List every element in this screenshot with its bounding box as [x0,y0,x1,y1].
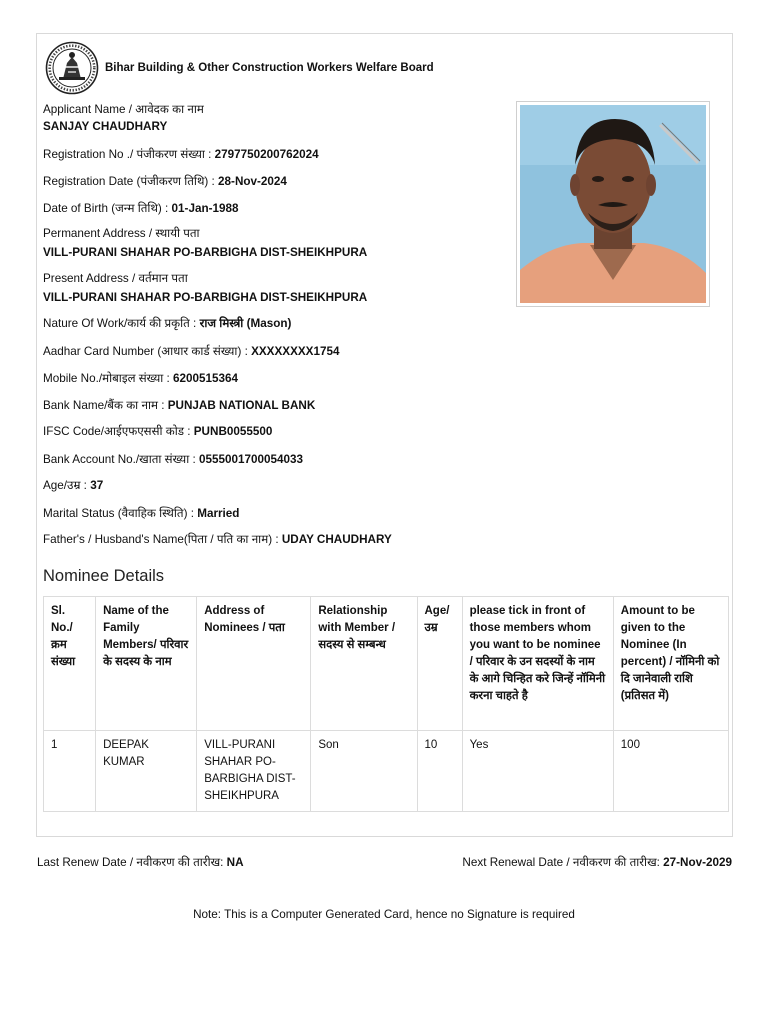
date-of-birth-field [43,201,238,217]
father-name-value: UDAY CHAUDHARY [281,533,392,546]
nature-of-work-value: राज मिस्त्री (Mason) [199,317,292,330]
applicant-name-value [43,119,167,135]
bank-name-value: PUNJAB NATIONAL BANK [167,399,316,412]
bank-name-field [43,398,315,414]
applicant-name-label: Applicant Name / आवेदक का नाम [43,103,204,116]
cell-nominee-tick: Yes [462,731,613,812]
last-renew-date [37,854,244,870]
present-address-label: Present Address / वर्तमान पता [43,272,188,285]
mobile-number-value: 6200515364 [173,372,239,385]
header-nominee-address: Address of Nominees / पता [197,597,311,731]
applicant-photo [516,101,710,307]
board-name: Bihar Building & Other Construction Workers Welfare Board [105,62,434,74]
nominee-table-header-row [44,597,729,731]
aadhar-number-value: XXXXXXXX1754 [251,345,340,358]
permanent-address-value [43,245,367,261]
applicant-name: SANJAY CHAUDHARY [43,120,168,133]
next-renewal-date [462,854,732,870]
applicant-photo-image [520,105,706,303]
bank-account-value: 0555001700054033 [198,453,303,466]
registration-date-value: 28-Nov-2024 [218,175,287,188]
next-renewal-label: Next Renewal Date / नवीकरण की तारीख: [462,856,664,869]
nominee-details-title: Nominee Details [43,567,165,585]
registration-number-label: Registration No ./ पंजीकरण संख्या : [43,148,215,161]
cell-amount-percent: 100 [613,731,728,812]
cell-age: 10 [417,731,462,812]
table-row [44,731,729,812]
registration-date-label: Registration Date (पंजीकरण तिथि) : [43,175,219,188]
bank-account-label: Bank Account No./खाता संख्या : [43,453,199,466]
registration-number-value: 2797750200762024 [214,148,319,161]
header-relationship: Relationship with Member / सदस्य से सम्बन्ध [311,597,417,731]
welfare-board-seal-icon [45,41,99,95]
permanent-address: VILL-PURANI SHAHAR PO-BARBIGHA DIST-SHEIKHPURA [43,246,368,259]
ifsc-code-value: PUNB0055500 [193,425,273,438]
date-of-birth-label: Date of Birth (जन्म तिथि) : [43,202,172,215]
registration-card [36,33,733,837]
nature-of-work-field [43,316,291,332]
marital-status-label: Marital Status (वैवाहिक स्थिति) : [43,507,198,520]
cell-sl-no: 1 [44,731,96,812]
present-address-value [43,290,367,306]
ifsc-code-field [43,424,272,440]
age-value: 37 [90,479,104,492]
last-renew-value: NA [226,856,244,869]
bank-account-field [43,452,303,468]
card-header [45,40,434,96]
header-sl-no: Sl. No./ क्रम संख्या [44,597,96,731]
aadhar-number-label: Aadhar Card Number (आधार कार्ड संख्या) : [43,345,252,358]
registration-number-field [43,147,319,163]
father-name-label: Father's / Husband's Name(पिता / पति का नाम) : [43,533,282,546]
next-renewal-value: 27-Nov-2029 [663,856,732,869]
mobile-number-field [43,371,238,387]
bank-name-label: Bank Name/बैंक का नाम : [43,399,168,412]
ifsc-code-label: IFSC Code/आईएफएससी कोड : [43,425,194,438]
permanent-address-label: Permanent Address / स्थायी पता [43,227,200,240]
cell-relationship: Son [311,731,417,812]
age-field [43,478,103,494]
cell-member-name: DEEPAK KUMAR [96,731,197,812]
last-renew-label: Last Renew Date / नवीकरण की तारीख: [37,856,227,869]
header-age: Age/ उम्र [417,597,462,731]
mobile-number-label: Mobile No./मोबाइल संख्या : [43,372,174,385]
header-member-name: Name of the Family Members/ परिवार के सदस्य के नाम [96,597,197,731]
date-of-birth-value: 01-Jan-1988 [171,202,239,215]
nature-of-work-label: Nature Of Work/कार्य की प्रकृति : [43,317,200,330]
cell-nominee-address: VILL-PURANI SHAHAR PO-BARBIGHA DIST-SHEIKHPURA [197,731,311,812]
father-name-field [43,532,392,548]
age-label: Age/उम्र : [43,479,91,492]
marital-status-value: Married [197,507,240,520]
present-address: VILL-PURANI SHAHAR PO-BARBIGHA DIST-SHEIKHPURA [43,291,368,304]
nominee-table [43,596,729,812]
header-nominee-tick: please tick in front of those members whom you want to be nominee / परिवार के उन सदस्यों के नाम के आगे चिन्हित करे जिन्हें नॉमिनी करना चाहते है [462,597,613,731]
aadhar-number-field [43,344,339,360]
marital-status-field [43,506,239,522]
computer-generated-note: Note: This is a Computer Generated Card, hence no Signature is required [193,908,575,921]
header-amount-percent: Amount to be given to the Nominee (In percent) / नॉमिनी को दि जानेवाली राशि (प्रतिसत में) [613,597,728,731]
registration-date-field [43,174,287,190]
